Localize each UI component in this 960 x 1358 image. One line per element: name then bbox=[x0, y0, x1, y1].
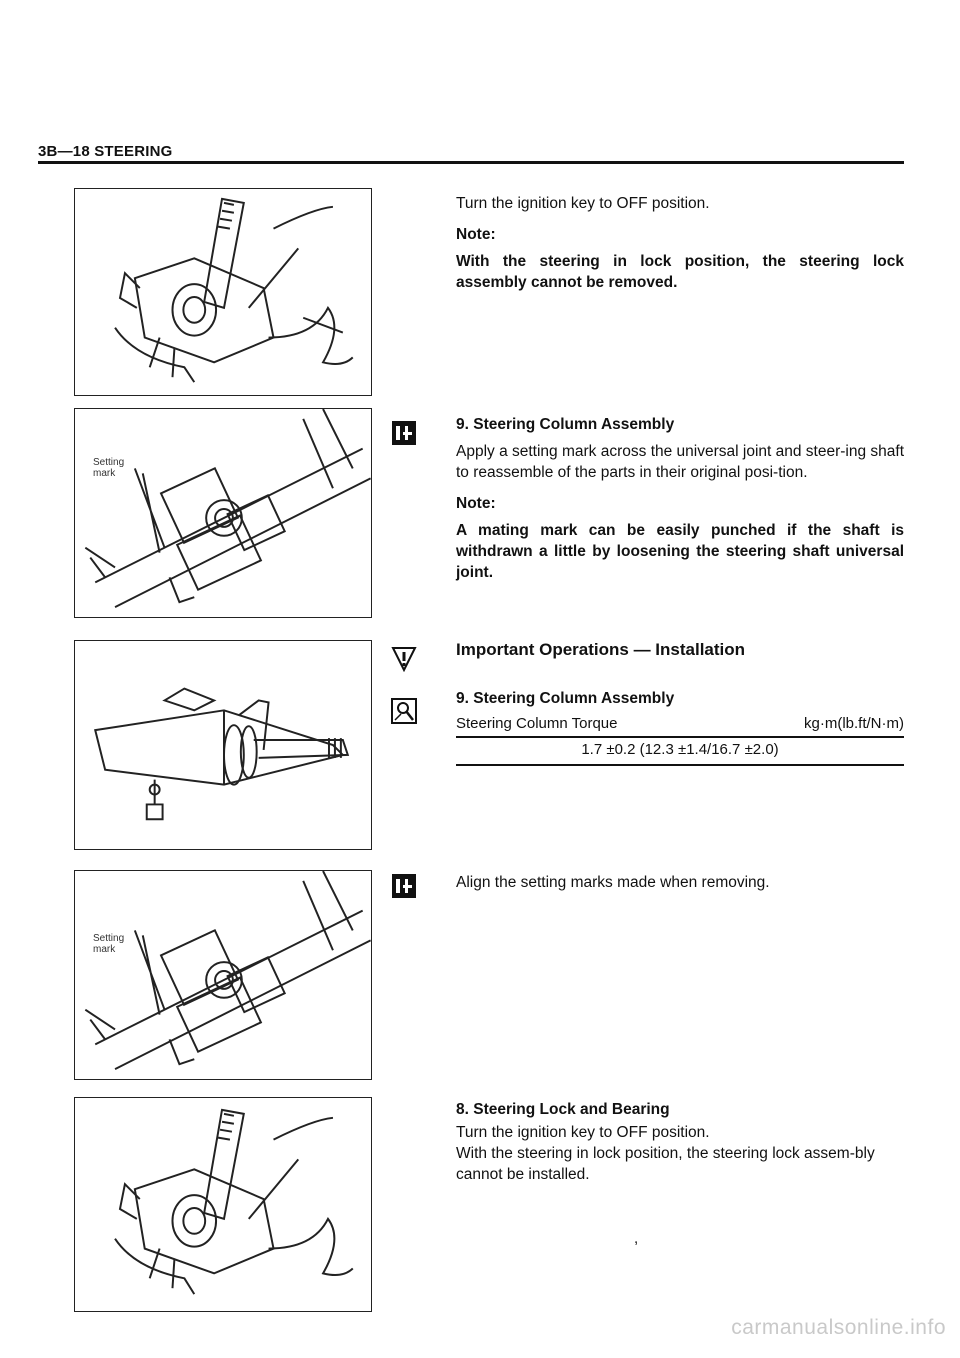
table-rule-top bbox=[456, 736, 904, 738]
header-rule bbox=[38, 161, 904, 164]
section-column-removal bbox=[456, 414, 904, 589]
steering-column-illustration bbox=[75, 641, 371, 849]
torque-label: Steering Column Torque bbox=[456, 715, 618, 732]
torque-spec-row bbox=[456, 715, 904, 732]
page-header: 3B—18 STEERING bbox=[38, 143, 173, 160]
note-label: Note: bbox=[456, 226, 496, 243]
section-heading: 9. Steering Column Assembly bbox=[456, 690, 675, 707]
figure-steering-lock-removal bbox=[74, 188, 372, 396]
section-lock-installation bbox=[456, 1099, 904, 1185]
setting-mark-label: Setting mark bbox=[93, 457, 125, 479]
tool-remove-icon bbox=[391, 873, 417, 899]
instruction-text: Turn the ignition key to OFF position. bbox=[456, 195, 710, 212]
stray-mark: , bbox=[634, 1230, 639, 1247]
important-operations-heading: Important Operations — Installation bbox=[456, 640, 746, 659]
figure-column-installation bbox=[74, 640, 372, 850]
note-text: With the steering in lock position, the steering lock assembly cannot be removed. bbox=[456, 253, 904, 291]
universal-joint-illustration-2 bbox=[75, 871, 371, 1079]
torque-units: kg·m(lb.ft/N·m) bbox=[804, 715, 904, 732]
figure-steering-lock-installation bbox=[74, 1097, 372, 1312]
note-label: Note: bbox=[456, 495, 496, 512]
section-lock-removal bbox=[456, 193, 904, 299]
section-heading: 9. Steering Column Assembly bbox=[456, 416, 675, 433]
tool-remove-icon bbox=[391, 420, 417, 446]
torque-wrench-icon bbox=[391, 698, 417, 724]
torque-value: 1.7 ±0.2 (12.3 ±1.4/16.7 ±2.0) bbox=[581, 741, 779, 758]
instruction-text: Turn the ignition key to OFF position. bbox=[456, 1124, 710, 1141]
setting-mark-label: Setting mark bbox=[93, 933, 125, 955]
steering-lock-illustration-2 bbox=[75, 1098, 371, 1311]
important-triangle-icon bbox=[391, 646, 417, 672]
figure-setting-mark-2 bbox=[74, 870, 372, 1080]
section-heading: 8. Steering Lock and Bearing bbox=[456, 1101, 670, 1118]
figure-setting-mark-1 bbox=[74, 408, 372, 618]
body-text: Align the setting marks made when removing. bbox=[456, 874, 770, 891]
table-rule-bottom bbox=[456, 764, 904, 766]
steering-lock-illustration bbox=[75, 189, 371, 395]
instruction-text: With the steering in lock position, the steering lock assem-bly cannot be installed. bbox=[456, 1145, 875, 1183]
universal-joint-illustration bbox=[75, 409, 371, 617]
section-align-marks bbox=[456, 872, 904, 899]
watermark: carmanualsonline.info bbox=[731, 1316, 946, 1339]
note-text: A mating mark can be easily punched if the shaft is withdrawn a little by loosening the steering shaft universal joint. bbox=[456, 522, 904, 581]
body-text: Apply a setting mark across the universal joint and steer-ing shaft to reassemble of the parts in their original posi-tion. bbox=[456, 443, 905, 481]
